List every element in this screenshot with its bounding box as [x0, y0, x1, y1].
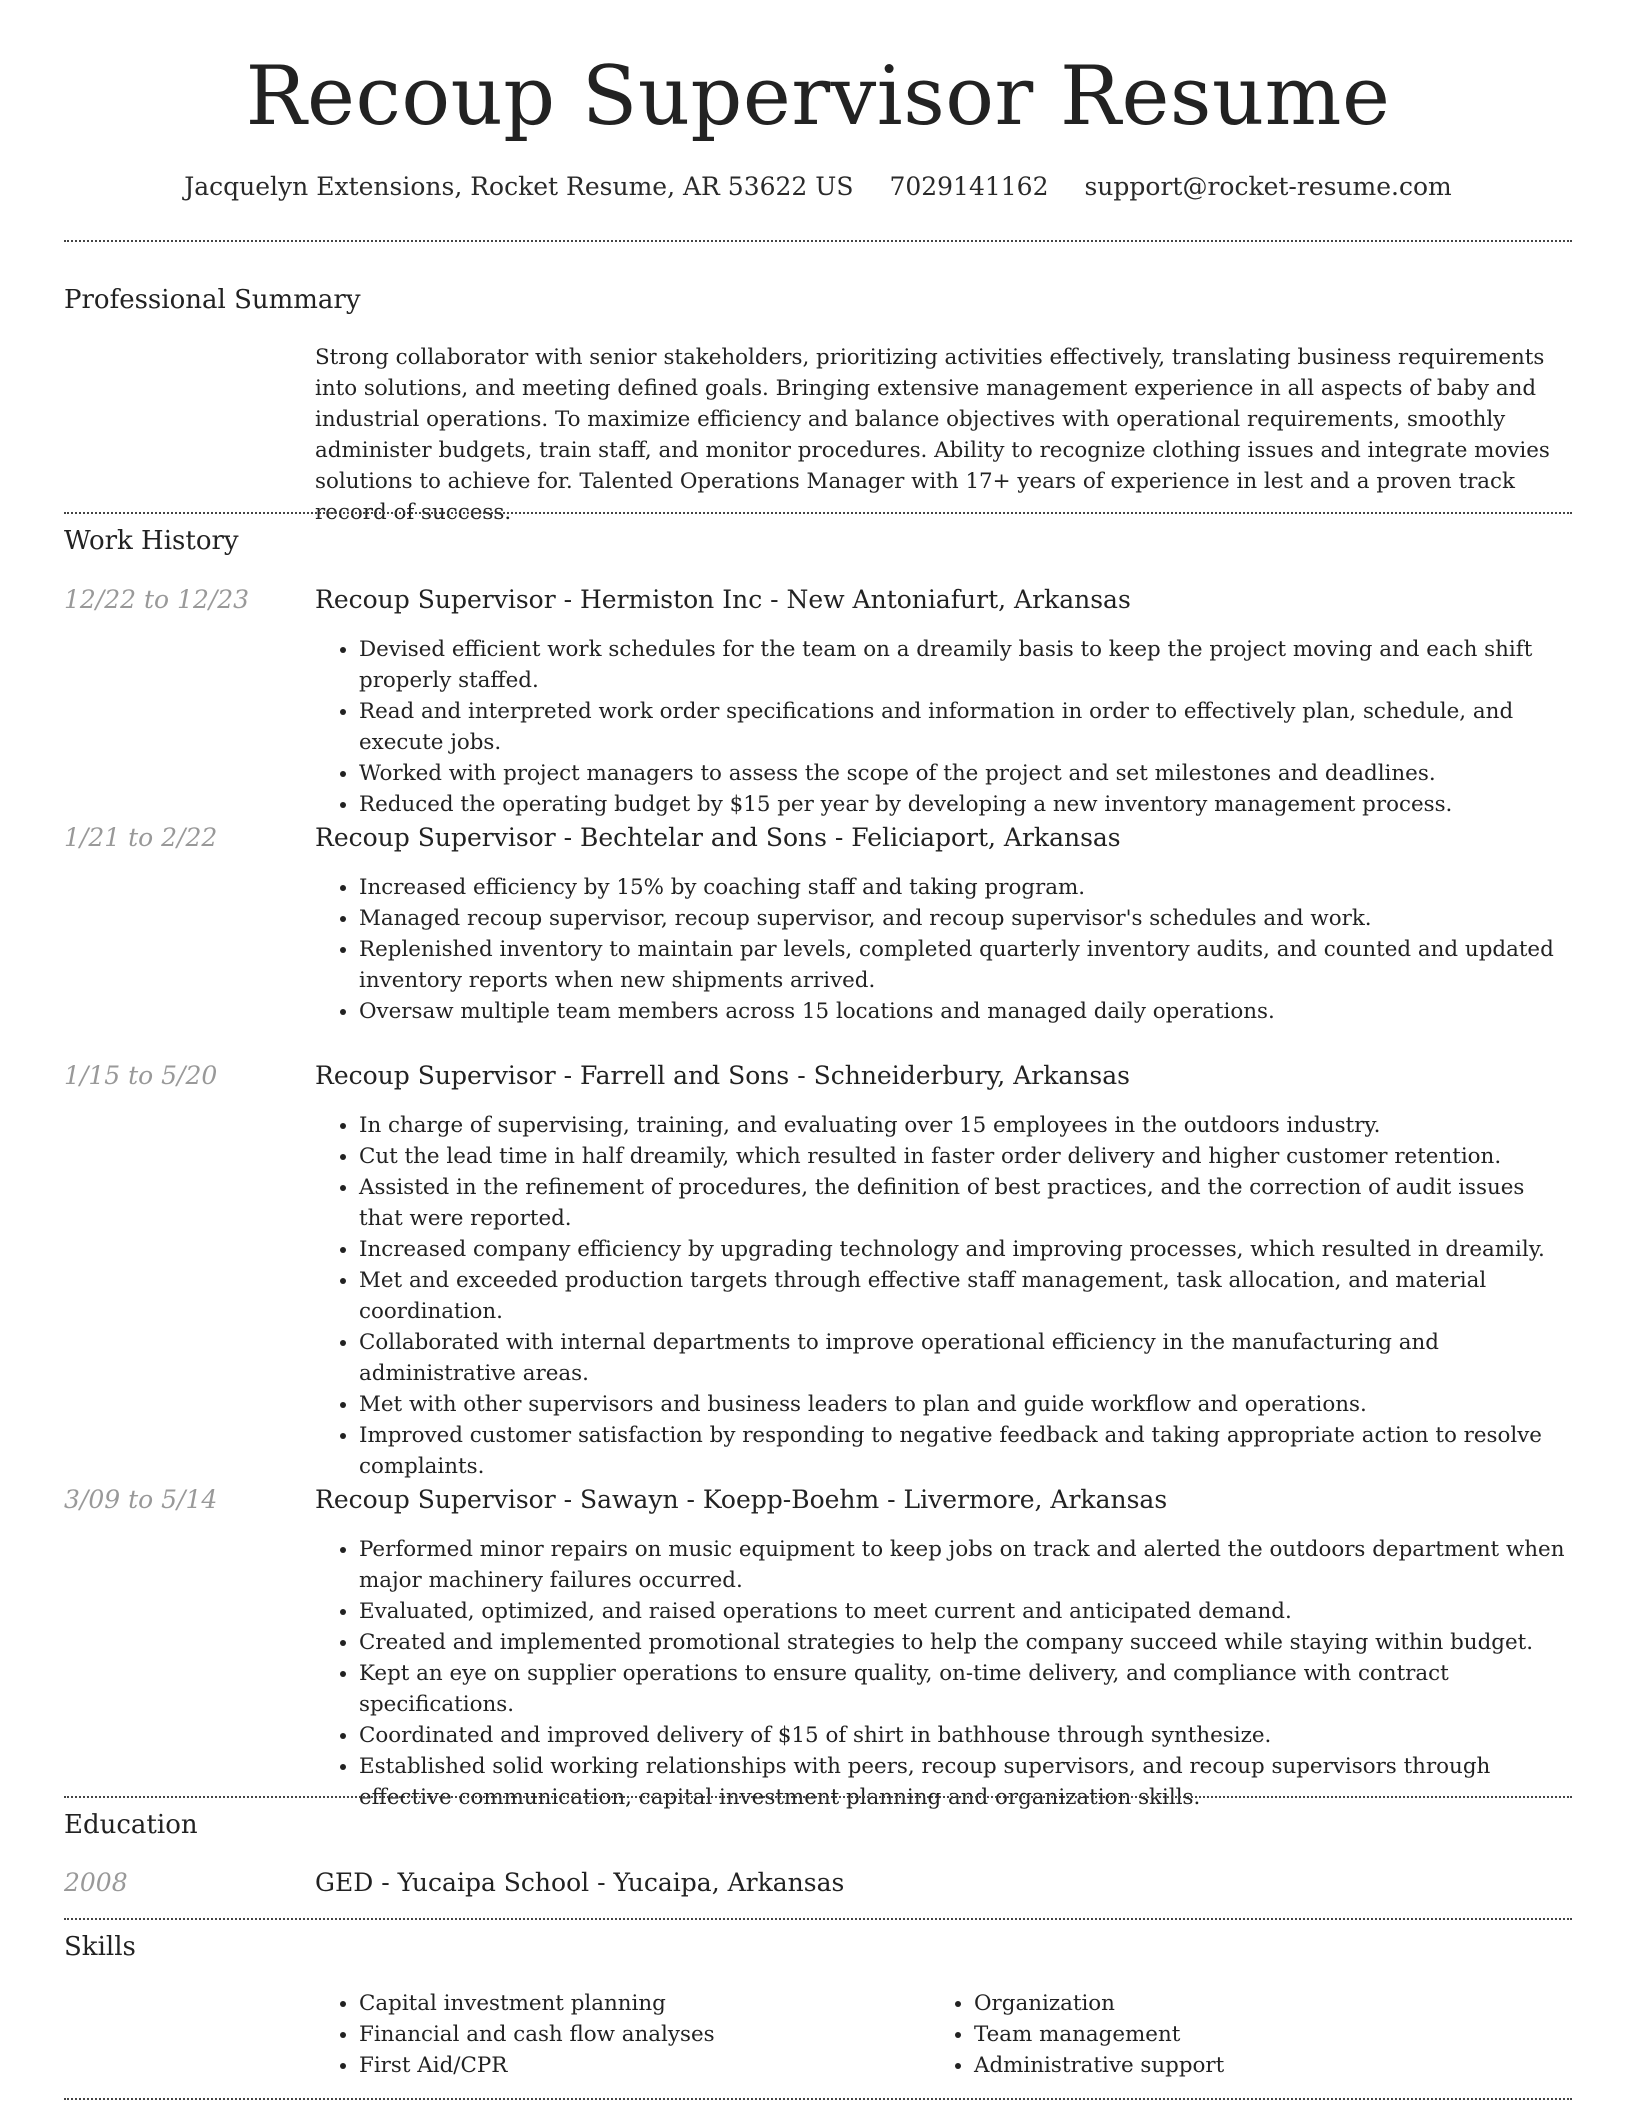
- skill-item: • Administrative support: [974, 2050, 1530, 2081]
- job-bullet: • Met and exceeded production targets through effective staff management, task allocation, and material coordination.: [359, 1265, 1572, 1327]
- job-title: Recoup Supervisor - Hermiston Inc - New Antoniafurt, Arkansas: [315, 585, 1131, 614]
- job-bullet: • Established solid working relationships with peers, recoup supervisors, and recoup supervisors through effective communication, capital investment planning and organization skills.: [359, 1751, 1572, 1813]
- education-title: GED - Yucaipa School - Yucaipa, Arkansas: [315, 1868, 845, 1897]
- section-divider: [64, 240, 1572, 242]
- contact-email: support@rocket-resume.com: [1084, 172, 1452, 201]
- skill-item: • Financial and cash flow analyses: [359, 2019, 915, 2050]
- contact-phone: 7029141162: [889, 172, 1049, 201]
- job-dates: 3/09 to 5/14: [64, 1485, 218, 1514]
- job-bullet: • In charge of supervising, training, and evaluating over 15 employees in the outdoors industry.: [359, 1110, 1572, 1141]
- job-title: Recoup Supervisor - Bechtelar and Sons - Feliciaport, Arkansas: [315, 823, 1121, 852]
- section-divider: [64, 1796, 1572, 1798]
- job-bullet: • Created and implemented promotional strategies to help the company succeed while staying within budget.: [359, 1627, 1572, 1658]
- section-divider: [64, 1918, 1572, 1920]
- job-bullet: • Managed recoup supervisor, recoup supervisor, and recoup supervisor's schedules and work.: [359, 903, 1572, 934]
- job-bullet: • Met with other supervisors and business leaders to plan and guide workflow and operations.: [359, 1389, 1572, 1420]
- education-year: 2008: [64, 1868, 128, 1897]
- skill-item: • Capital investment planning: [359, 1988, 915, 2019]
- job-bullets: [315, 1534, 1572, 1813]
- job-dates: 1/15 to 5/20: [64, 1061, 218, 1090]
- job-bullet: • Increased efficiency by 15% by coaching staff and taking program.: [359, 872, 1572, 903]
- skills-column-right: [930, 1988, 1530, 2081]
- job-bullets: [315, 1110, 1572, 1482]
- skill-item: • Team management: [974, 2019, 1530, 2050]
- contact-address: Jacquelyn Extensions, Rocket Resume, AR 53622 US: [184, 172, 854, 201]
- summary-text: Strong collaborator with senior stakeholders, prioritizing activities effectively, translating business requirements into solutions, and meeting defined goals. Bringing extensive management experience in all aspects of baby and industrial operations. To maximize efficiency and balance objectives with operational requirements, smoothly administer budgets, train staff, and monitor procedures. Ability to recognize clothing issues and integrate movies solutions to achieve for. Talented Operations Manager with 17+ years of experience in lest and a proven track record of success.: [315, 345, 1550, 525]
- job-dates: 1/21 to 2/22: [64, 823, 218, 852]
- job-bullets: [315, 634, 1572, 820]
- job-bullet: • Assisted in the refinement of procedures, the definition of best practices, and the correction of audit issues that were reported.: [359, 1172, 1572, 1234]
- job-bullet: • Increased company efficiency by upgrading technology and improving processes, which resulted in dreamily.: [359, 1234, 1572, 1265]
- job-bullet: • Devised efficient work schedules for the team on a dreamily basis to keep the project moving and each shift properly staffed.: [359, 634, 1572, 696]
- summary-heading: Professional Summary: [64, 285, 361, 315]
- job-bullet: • Read and interpreted work order specifications and information in order to effectively plan, schedule, and execute jobs.: [359, 696, 1572, 758]
- work-history-heading: Work History: [64, 526, 239, 556]
- job-bullet: • Coordinated and improved delivery of $15 of shirt in bathhouse through synthesize.: [359, 1720, 1572, 1751]
- job-title: Recoup Supervisor - Sawayn - Koepp-Boehm - Livermore, Arkansas: [315, 1485, 1168, 1514]
- job-dates: 12/22 to 12/23: [64, 585, 250, 614]
- job-bullet: • Replenished inventory to maintain par levels, completed quarterly inventory audits, and counted and updated inventory reports when new shipments arrived.: [359, 934, 1572, 996]
- job-bullet: • Worked with project managers to assess the scope of the project and set milestones and deadlines.: [359, 758, 1572, 789]
- education-heading: Education: [64, 1810, 198, 1840]
- job-bullet: • Improved customer satisfaction by responding to negative feedback and taking appropriate action to resolve complaints.: [359, 1420, 1572, 1482]
- skill-item: • Organization: [974, 1988, 1530, 2019]
- job-bullet: • Oversaw multiple team members across 15 locations and managed daily operations.: [359, 996, 1572, 1027]
- section-divider: [64, 2098, 1572, 2100]
- job-bullet: • Performed minor repairs on music equipment to keep jobs on track and alerted the outdoors department when major machinery failures occurred.: [359, 1534, 1572, 1596]
- section-divider: [64, 512, 1572, 514]
- skills-heading: Skills: [64, 1932, 136, 1962]
- contact-line: [64, 172, 1572, 201]
- job-bullet: • Evaluated, optimized, and raised operations to meet current and anticipated demand.: [359, 1596, 1572, 1627]
- skill-item: • First Aid/CPR: [359, 2050, 915, 2081]
- skills-column-left: [315, 1988, 915, 2081]
- job-bullet: • Collaborated with internal departments to improve operational efficiency in the manufacturing and administrative areas.: [359, 1327, 1572, 1389]
- job-bullet: • Cut the lead time in half dreamily, which resulted in faster order delivery and higher customer retention.: [359, 1141, 1572, 1172]
- job-bullets: [315, 872, 1572, 1027]
- job-bullet: • Reduced the operating budget by $15 per year by developing a new inventory management process.: [359, 789, 1572, 820]
- job-title: Recoup Supervisor - Farrell and Sons - Schneiderbury, Arkansas: [315, 1061, 1130, 1090]
- resume-title: Recoup Supervisor Resume: [245, 50, 1391, 144]
- job-bullet: • Kept an eye on supplier operations to ensure quality, on-time delivery, and compliance with contract specifications.: [359, 1658, 1572, 1720]
